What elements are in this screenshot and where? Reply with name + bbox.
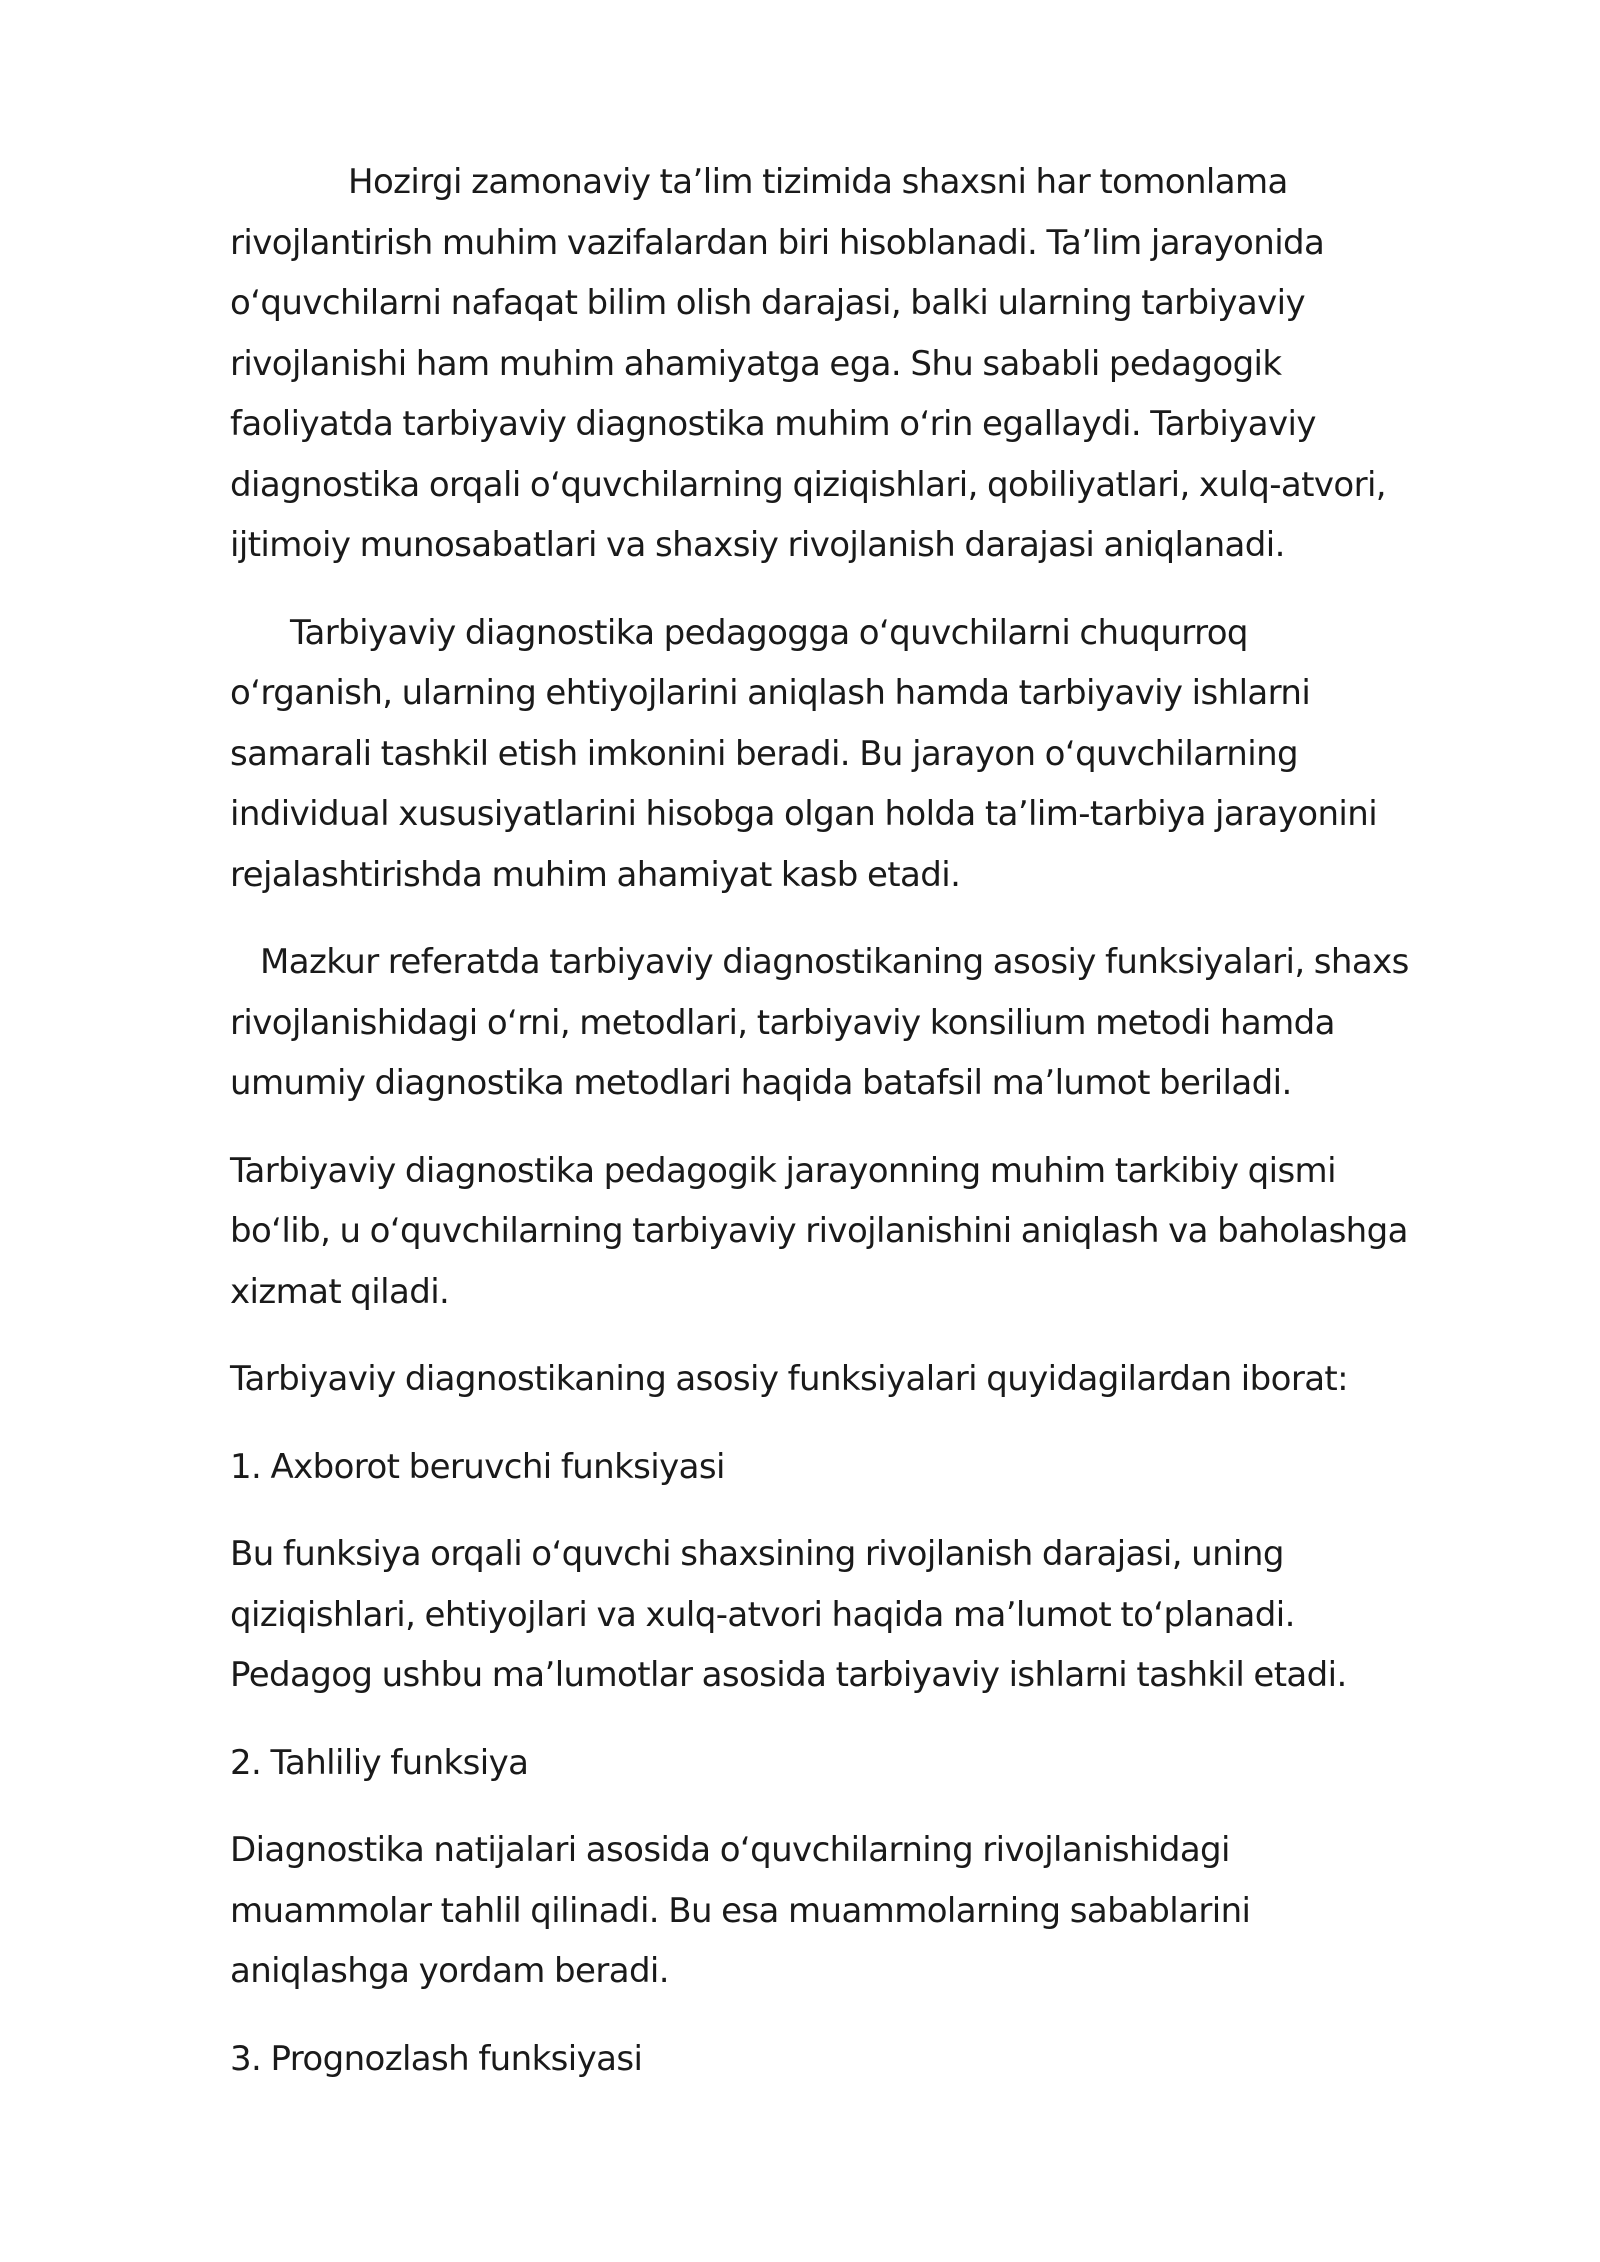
text-line: qiziqishlari, ehtiyojlari va xulq-atvori haqida ma’lumot to‘planadi.	[230, 1594, 1295, 1635]
text-line: Tarbiyaviy diagnostika pedagogga o‘quvchilarni chuqurroq	[290, 612, 1248, 653]
paragraph-role	[230, 603, 1490, 906]
text-line: Hozirgi zamonaviy ta’lim tizimida shaxsni har tomonlama	[348, 162, 1288, 202]
text-line: samarali tashkil etish imkonini beradi. Bu jarayon o‘quvchilarning	[230, 733, 1298, 774]
text-line: rejalashtirishda muhim ahamiyat kasb etadi.	[230, 854, 961, 895]
text-line: Pedagog ushbu ma’lumotlar asosida tarbiyaviy ishlarni tashkil etadi.	[230, 1655, 1347, 1695]
text-line: Diagnostika natijalari asosida o‘quvchilarning rivojlanishidagi	[230, 1830, 1230, 1870]
text-line: xizmat qiladi.	[230, 1271, 450, 1312]
text-line: rivojlanishi ham muhim ahamiyatga ega. Shu sababli pedagogik	[230, 343, 1282, 384]
text-line: o‘rganish, ularning ehtiyojlarini aniqlash hamda tarbiyaviy ishlarni	[230, 673, 1311, 713]
paragraph-function-1	[230, 1524, 1490, 1706]
document-body	[230, 152, 1490, 2116]
text-line: muammolar tahlil qilinadi. Bu esa muammolarning sabablarini	[230, 1890, 1251, 1931]
heading-function-3	[230, 2029, 1490, 2090]
text-line: aniqlashga yordam beradi.	[230, 1951, 669, 1991]
paragraph-functions-intro	[230, 1349, 1490, 1410]
text-line: diagnostika orqali o‘quvchilarning qiziqishlari, qobiliyatlari, xulq-atvori,	[230, 464, 1387, 505]
text-line: o‘quvchilarni nafaqat bilim olish darajasi, balki ularning tarbiyaviy	[230, 283, 1306, 323]
heading-function-2	[230, 1733, 1490, 1794]
text-line: Tarbiyaviy diagnostikaning asosiy funksiyalari quyidagilardan iborat:	[230, 1359, 1349, 1399]
text-line: umumiy diagnostika metodlari haqida batafsil ma’lumot beriladi.	[230, 1063, 1292, 1103]
text-line: 3. Prognozlash funksiyasi	[230, 2038, 643, 2079]
text-line: rivojlanishidagi o‘rni, metodlari, tarbiyaviy konsilium metodi hamda	[230, 1002, 1335, 1043]
paragraph-definition	[230, 1141, 1490, 1323]
text-line: Mazkur referatda tarbiyaviy diagnostikaning asosiy funksiyalari, shaxs	[260, 942, 1409, 982]
text-line: ijtimoiy munosabatlari va shaxsiy rivojlanish darajasi aniqlanadi.	[230, 525, 1285, 565]
text-line: 1. Axborot beruvchi funksiyasi	[230, 1446, 725, 1487]
paragraph-intro	[230, 152, 1490, 576]
heading-function-1	[230, 1437, 1490, 1498]
text-line: rivojlantirish muhim vazifalardan biri hisoblanadi. Ta’lim jarayonida	[230, 222, 1325, 263]
text-line: faoliyatda tarbiyaviy diagnostika muhim o‘rin egallaydi. Tarbiyaviy	[230, 404, 1316, 444]
text-line: bo‘lib, u o‘quvchilarning tarbiyaviy rivojlanishini aniqlash va baholashga	[230, 1211, 1408, 1251]
text-line: individual xususiyatlarini hisobga olgan holda ta’lim-tarbiya jarayonini	[230, 794, 1378, 834]
text-line: Tarbiyaviy diagnostika pedagogik jarayonning muhim tarkibiy qismi	[230, 1150, 1336, 1191]
text-line: 2. Tahliliy funksiya	[230, 1742, 529, 1783]
paragraph-scope	[230, 932, 1490, 1114]
paragraph-function-2	[230, 1820, 1490, 2002]
text-line: Bu funksiya orqali o‘quvchi shaxsining rivojlanish darajasi, uning	[230, 1534, 1284, 1574]
